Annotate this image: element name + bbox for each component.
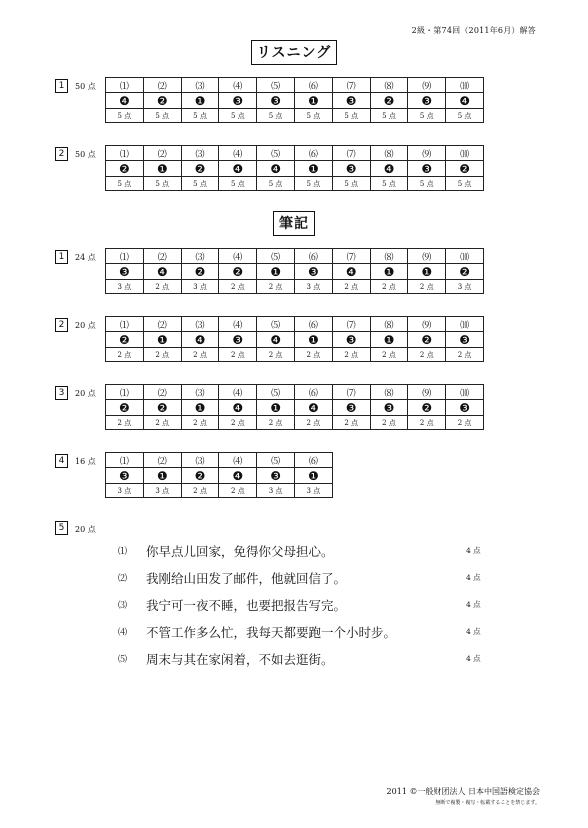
answer-cell: ❸ [408, 93, 446, 109]
question-label: ⑼ [408, 78, 446, 93]
question-label: ⑴ [106, 317, 144, 332]
score-cell: 5 点 [332, 177, 370, 191]
answer-cell: ❷ [408, 332, 446, 348]
answer-cell: ❷ [106, 161, 144, 177]
question-label: ⑸ [257, 385, 295, 400]
answer-cell: ❶ [143, 468, 181, 484]
writing-section-title [0, 211, 588, 236]
question-label: ⑹ [294, 249, 332, 264]
question-label: ⑸ [257, 317, 295, 332]
item-number: ⑷ [118, 628, 128, 638]
answer-cell: ❷ [181, 468, 219, 484]
writing-q1-grid [105, 248, 484, 294]
footer-copyright: 2011 ©一般财团法人 日本中国語検定協会 [386, 787, 540, 796]
score-cell: 5 点 [181, 109, 219, 123]
writing-q4-grid [105, 452, 333, 498]
question-label: ⑶ [181, 317, 219, 332]
translation-item [118, 650, 498, 668]
score-cell: 5 点 [408, 109, 446, 123]
answer-cell: ❸ [219, 93, 257, 109]
answer-cell: ❸ [332, 332, 370, 348]
score-cell: 3 点 [181, 280, 219, 294]
writing-title: 筆記 [273, 211, 315, 236]
listening-q1-grid [105, 77, 484, 123]
answer-cell: ❶ [408, 264, 446, 280]
score-cell: 5 点 [106, 109, 144, 123]
score-cell: 3 点 [106, 484, 144, 498]
score-cell: 2 点 [257, 280, 295, 294]
question-label: ⑺ [332, 317, 370, 332]
answer-cell: ❹ [370, 161, 408, 177]
answer-cell: ❶ [257, 400, 295, 416]
answer-cell: ❷ [370, 93, 408, 109]
answer-cell: ❸ [446, 400, 484, 416]
question-label: ⑵ [143, 249, 181, 264]
question-label: ⑴ [106, 78, 144, 93]
score-cell: 2 点 [106, 416, 144, 430]
question-label: ⑺ [332, 146, 370, 161]
answer-cell: ❸ [332, 161, 370, 177]
writing-q3-grid [105, 384, 484, 430]
score-cell: 2 点 [294, 416, 332, 430]
item-number: ⑵ [118, 574, 128, 584]
item-points: 4 点 [466, 627, 481, 636]
item-number: ⑸ [118, 655, 128, 665]
translation-item [118, 596, 498, 614]
answer-sentence: 不管工作多么忙，我每天都要跑一个小时步。 [146, 625, 397, 640]
score-cell: 5 点 [294, 177, 332, 191]
score-cell: 3 点 [446, 280, 484, 294]
score-cell: 3 点 [294, 280, 332, 294]
page-header: 2級・第74回（2011年6月）解答 [411, 26, 536, 35]
item-number: ⑶ [118, 601, 128, 611]
question-label: ⑶ [181, 78, 219, 93]
score-cell: 2 点 [408, 280, 446, 294]
score-cell: 3 点 [257, 484, 295, 498]
item-points: 4 点 [466, 654, 481, 663]
question-label: ⑴ [106, 385, 144, 400]
answer-sentence: 我宁可一夜不睡，也要把报告写完。 [146, 598, 347, 613]
score-cell: 2 点 [332, 280, 370, 294]
writing-q4-number: 4 [55, 454, 68, 468]
score-cell: 2 点 [219, 348, 257, 362]
score-cell: 3 点 [106, 280, 144, 294]
score-cell: 2 点 [143, 280, 181, 294]
question-label: ⑻ [370, 249, 408, 264]
question-label: ⑷ [219, 249, 257, 264]
answer-cell: ❷ [106, 400, 144, 416]
answer-cell: ❸ [294, 264, 332, 280]
question-label: ⑹ [294, 453, 332, 468]
answer-sentence: 你早点儿回家，免得你父母担心。 [146, 544, 334, 559]
answer-cell: ❷ [143, 93, 181, 109]
answer-cell: ❷ [143, 400, 181, 416]
answer-cell: ❶ [181, 93, 219, 109]
score-cell: 2 点 [257, 348, 295, 362]
question-label: ⑶ [181, 249, 219, 264]
score-cell: 2 点 [257, 416, 295, 430]
writing-q5-points: 20 点 [75, 525, 96, 534]
listening-title: リスニング [251, 40, 337, 65]
question-label: ⑸ [257, 249, 295, 264]
question-label: ⑽ [446, 317, 484, 332]
score-cell: 5 点 [370, 177, 408, 191]
answer-cell: ❹ [332, 264, 370, 280]
score-cell: 3 点 [294, 484, 332, 498]
question-label: ⑶ [181, 146, 219, 161]
question-label: ⑼ [408, 249, 446, 264]
answer-cell: ❸ [257, 93, 295, 109]
answer-cell: ❶ [257, 264, 295, 280]
question-label: ⑷ [219, 317, 257, 332]
answer-cell: ❸ [106, 468, 144, 484]
item-points: 4 点 [466, 573, 481, 582]
listening-q1-points: 50 点 [75, 82, 96, 91]
score-cell: 5 点 [370, 109, 408, 123]
score-cell: 5 点 [446, 177, 484, 191]
question-label: ⑵ [143, 78, 181, 93]
answer-cell: ❶ [143, 332, 181, 348]
answer-cell: ❹ [257, 332, 295, 348]
score-cell: 5 点 [332, 109, 370, 123]
question-label: ⑵ [143, 146, 181, 161]
answer-cell: ❷ [408, 400, 446, 416]
answer-cell: ❸ [332, 400, 370, 416]
question-label: ⑵ [143, 385, 181, 400]
score-cell: 5 点 [143, 109, 181, 123]
question-label: ⑽ [446, 78, 484, 93]
score-cell: 2 点 [181, 416, 219, 430]
score-cell: 2 点 [370, 280, 408, 294]
answer-cell: ❹ [143, 264, 181, 280]
answer-cell: ❷ [181, 161, 219, 177]
item-points: 4 点 [466, 546, 481, 555]
question-label: ⑼ [408, 385, 446, 400]
score-cell: 2 点 [332, 348, 370, 362]
question-label: ⑴ [106, 146, 144, 161]
question-label: ⑼ [408, 317, 446, 332]
writing-q2-grid [105, 316, 484, 362]
answer-cell: ❶ [181, 400, 219, 416]
answer-cell: ❶ [143, 161, 181, 177]
answer-cell: ❷ [219, 264, 257, 280]
answer-cell: ❹ [219, 468, 257, 484]
listening-section-title [0, 40, 588, 65]
question-label: ⑹ [294, 385, 332, 400]
translation-item [118, 623, 498, 641]
answer-cell: ❹ [294, 400, 332, 416]
score-cell: 5 点 [408, 177, 446, 191]
answer-cell: ❶ [294, 161, 332, 177]
score-cell: 2 点 [143, 348, 181, 362]
answer-cell: ❶ [370, 264, 408, 280]
score-cell: 5 点 [219, 109, 257, 123]
answer-cell: ❷ [106, 332, 144, 348]
answer-cell: ❹ [219, 161, 257, 177]
writing-q2-points: 20 点 [75, 321, 96, 330]
footer-notice: 無断で複製・複写・転載することを禁じます。 [435, 800, 540, 806]
score-cell: 2 点 [408, 416, 446, 430]
question-label: ⑹ [294, 146, 332, 161]
question-label: ⑷ [219, 78, 257, 93]
item-number: ⑴ [118, 547, 128, 557]
answer-cell: ❶ [294, 93, 332, 109]
answer-cell: ❸ [257, 468, 295, 484]
answer-cell: ❶ [370, 332, 408, 348]
item-points: 4 点 [466, 600, 481, 609]
listening-q2-number: 2 [55, 147, 68, 161]
answer-cell: ❸ [219, 332, 257, 348]
translation-item [118, 569, 498, 587]
question-label: ⑴ [106, 453, 144, 468]
question-label: ⑹ [294, 317, 332, 332]
writing-q1-points: 24 点 [75, 253, 96, 262]
score-cell: 2 点 [446, 348, 484, 362]
question-label: ⑼ [408, 146, 446, 161]
question-label: ⑻ [370, 78, 408, 93]
question-label: ⑴ [106, 249, 144, 264]
score-cell: 2 点 [219, 280, 257, 294]
question-label: ⑸ [257, 78, 295, 93]
answer-cell: ❸ [408, 161, 446, 177]
answer-cell: ❷ [446, 264, 484, 280]
question-label: ⑺ [332, 78, 370, 93]
question-label: ⑻ [370, 317, 408, 332]
question-label: ⑽ [446, 249, 484, 264]
answer-cell: ❹ [257, 161, 295, 177]
answer-cell: ❸ [446, 332, 484, 348]
score-cell: 2 点 [446, 416, 484, 430]
question-label: ⑽ [446, 385, 484, 400]
question-label: ⑺ [332, 385, 370, 400]
listening-q2-points: 50 点 [75, 150, 96, 159]
question-label: ⑷ [219, 453, 257, 468]
question-label: ⑷ [219, 385, 257, 400]
answer-cell: ❸ [332, 93, 370, 109]
score-cell: 5 点 [181, 177, 219, 191]
question-label: ⑹ [294, 78, 332, 93]
score-cell: 2 点 [219, 484, 257, 498]
score-cell: 2 点 [106, 348, 144, 362]
question-label: ⑷ [219, 146, 257, 161]
listening-q2-grid [105, 145, 484, 191]
score-cell: 2 点 [181, 484, 219, 498]
answer-cell: ❶ [294, 332, 332, 348]
score-cell: 5 点 [257, 177, 295, 191]
writing-q3-points: 20 点 [75, 389, 96, 398]
answer-cell: ❶ [294, 468, 332, 484]
answer-cell: ❸ [370, 400, 408, 416]
listening-q1-number: 1 [55, 79, 68, 93]
translation-item [118, 542, 498, 560]
answer-cell: ❷ [446, 161, 484, 177]
answer-cell: ❷ [181, 264, 219, 280]
question-label: ⑸ [257, 453, 295, 468]
score-cell: 5 点 [446, 109, 484, 123]
question-label: ⑽ [446, 146, 484, 161]
score-cell: 5 点 [257, 109, 295, 123]
answer-cell: ❹ [219, 400, 257, 416]
question-label: ⑶ [181, 453, 219, 468]
score-cell: 2 点 [143, 416, 181, 430]
score-cell: 2 点 [219, 416, 257, 430]
answer-cell: ❹ [446, 93, 484, 109]
score-cell: 5 点 [294, 109, 332, 123]
writing-q1-number: 1 [55, 250, 68, 264]
score-cell: 2 点 [294, 348, 332, 362]
score-cell: 5 点 [106, 177, 144, 191]
score-cell: 5 点 [143, 177, 181, 191]
score-cell: 2 点 [370, 348, 408, 362]
question-label: ⑵ [143, 453, 181, 468]
answer-cell: ❹ [181, 332, 219, 348]
answer-cell: ❹ [106, 93, 144, 109]
score-cell: 2 点 [332, 416, 370, 430]
question-label: ⑸ [257, 146, 295, 161]
question-label: ⑺ [332, 249, 370, 264]
question-label: ⑻ [370, 146, 408, 161]
question-label: ⑻ [370, 385, 408, 400]
score-cell: 2 点 [181, 348, 219, 362]
question-label: ⑵ [143, 317, 181, 332]
writing-q3-number: 3 [55, 386, 68, 400]
score-cell: 2 点 [370, 416, 408, 430]
writing-q4-points: 16 点 [75, 457, 96, 466]
score-cell: 2 点 [408, 348, 446, 362]
writing-q5-number: 5 [55, 521, 68, 535]
answer-cell: ❸ [106, 264, 144, 280]
score-cell: 3 点 [143, 484, 181, 498]
answer-sentence: 我刚给山田发了邮件，他就回信了。 [146, 571, 347, 586]
answer-sentence: 周末与其在家闲着，不如去逛街。 [146, 652, 334, 667]
score-cell: 5 点 [219, 177, 257, 191]
question-label: ⑶ [181, 385, 219, 400]
writing-q2-number: 2 [55, 318, 68, 332]
